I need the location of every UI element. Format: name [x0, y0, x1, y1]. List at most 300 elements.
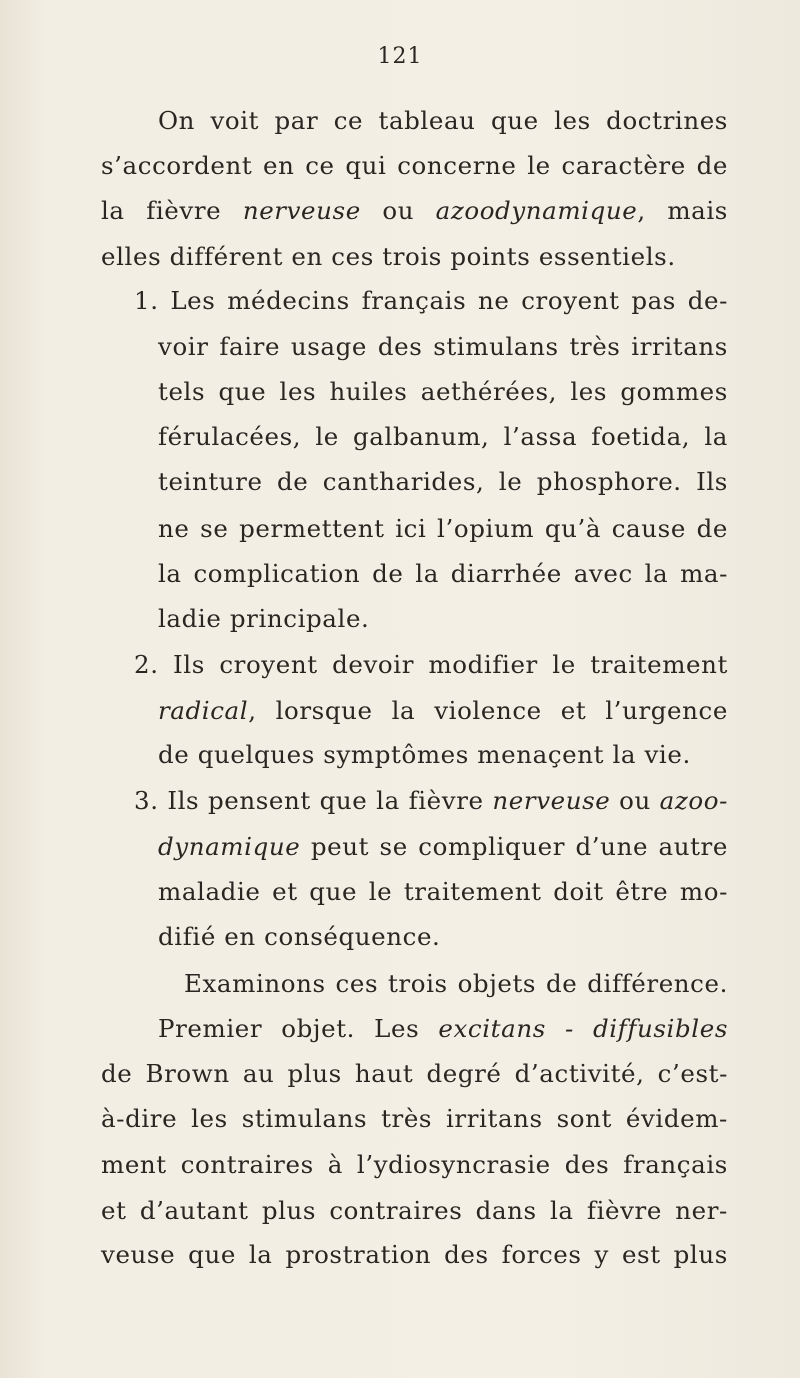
- word: [499, 467, 523, 496]
- text-segment: 2.: [134, 650, 159, 679]
- word: [134, 786, 159, 815]
- word: [242, 1104, 367, 1133]
- word: [697, 514, 728, 543]
- text-segment: Les: [374, 1014, 420, 1043]
- word: [101, 1240, 175, 1269]
- text-segment: y: [594, 1240, 609, 1269]
- word: [376, 786, 400, 815]
- word: [615, 877, 668, 906]
- text-segment: en: [263, 151, 295, 180]
- word: [553, 877, 604, 906]
- text-line: [101, 242, 676, 271]
- text-segment: de: [696, 514, 728, 543]
- word: [275, 106, 319, 135]
- text-segment: que: [218, 377, 267, 406]
- word: [285, 1240, 431, 1269]
- text-segment: le: [527, 151, 551, 180]
- text-segment: peut: [310, 832, 370, 861]
- text-segment: et: [560, 696, 587, 725]
- word: [623, 1150, 728, 1179]
- word: [336, 969, 379, 998]
- text-segment: que: [319, 786, 368, 815]
- word: [458, 969, 537, 998]
- text-segment: Ils: [696, 467, 728, 496]
- word: [140, 1196, 249, 1225]
- word: [550, 1196, 574, 1225]
- text-line: [158, 604, 369, 633]
- italic-segment: azoodynamique: [435, 196, 638, 225]
- text-segment: qu’à: [544, 514, 602, 543]
- text-segment: elles différent en ces trois points essentiels.: [101, 242, 676, 271]
- text-segment: objet.: [281, 1014, 356, 1043]
- text-segment: se: [379, 832, 408, 861]
- text-line: [158, 332, 728, 361]
- word: [219, 650, 317, 679]
- text-segment: contraires: [329, 1196, 463, 1225]
- word: [631, 332, 728, 361]
- text-segment: de: [101, 1059, 133, 1088]
- text-segment: ,: [637, 196, 646, 225]
- text-segment: le: [552, 650, 576, 679]
- text-segment: Ils: [173, 650, 205, 679]
- text-segment: voit: [210, 106, 260, 135]
- word: [334, 106, 363, 135]
- text-segment: ment: [101, 1150, 167, 1179]
- word: [280, 377, 317, 406]
- word: [587, 969, 728, 998]
- text-segment: degré: [426, 1059, 502, 1088]
- word: [565, 1150, 610, 1179]
- text-segment: diarrhée: [450, 559, 562, 588]
- text-segment: fièvre: [408, 786, 484, 815]
- text-segment: d’autant: [139, 1196, 249, 1225]
- text-segment: et: [101, 1196, 127, 1225]
- text-line: [134, 650, 728, 679]
- word: [330, 377, 408, 406]
- text-segment: la: [704, 422, 728, 451]
- text-segment: irritans: [631, 332, 728, 361]
- italic-segment: excitans: [438, 1014, 546, 1043]
- text-segment: ma-: [680, 559, 728, 588]
- word: [392, 696, 416, 725]
- text-line: [101, 1104, 728, 1133]
- text-segment: Premier: [158, 1014, 263, 1043]
- text-segment: français: [623, 1150, 728, 1179]
- word: [595, 1240, 609, 1269]
- text-segment: et: [272, 877, 298, 906]
- text-segment: sont: [556, 1104, 612, 1133]
- text-segment: complication: [193, 559, 361, 588]
- italic-segment: -: [564, 1014, 574, 1043]
- word: [415, 559, 439, 588]
- word: [184, 969, 326, 998]
- word: [446, 1104, 543, 1133]
- word: [557, 1104, 612, 1133]
- text-line: [101, 151, 728, 180]
- word: [546, 969, 577, 998]
- word: [521, 286, 619, 315]
- word: [158, 377, 205, 406]
- text-segment: c’est-: [657, 1059, 728, 1088]
- word: [587, 1196, 662, 1225]
- word: [554, 106, 591, 135]
- word: [369, 877, 393, 906]
- text-segment: mais: [667, 196, 728, 225]
- text-segment: teinture: [158, 467, 263, 496]
- text-line: [158, 740, 691, 769]
- text-segment: phosphore.: [536, 467, 682, 496]
- word: [353, 422, 489, 451]
- word: [476, 1196, 537, 1225]
- text-segment: usage: [290, 332, 368, 361]
- text-line: [158, 877, 728, 906]
- text-segment: compliquer: [418, 832, 566, 861]
- text-segment: gommes: [620, 377, 728, 406]
- text-segment: doctrines: [606, 106, 728, 135]
- text-segment: concerne: [397, 151, 517, 180]
- text-segment: foetida,: [591, 422, 691, 451]
- word: [569, 332, 620, 361]
- text-segment: évidem-: [625, 1104, 728, 1133]
- text-segment: que: [490, 106, 539, 135]
- text-line: [158, 422, 728, 451]
- text-segment: de: [276, 467, 309, 496]
- text-segment: le: [315, 422, 339, 451]
- text-line: [134, 286, 728, 315]
- word: [281, 1014, 355, 1043]
- word: [697, 151, 728, 180]
- word: [570, 377, 607, 406]
- text-segment: huiles: [329, 377, 408, 406]
- word: [660, 786, 728, 815]
- text-segment: très: [381, 1104, 433, 1133]
- word: [433, 332, 558, 361]
- word: [626, 1104, 728, 1133]
- word: [612, 514, 686, 543]
- word: [675, 1196, 728, 1225]
- italic-segment: dynamique: [158, 832, 301, 861]
- word: [606, 106, 728, 135]
- text-segment: ces: [335, 969, 379, 998]
- word: [243, 1059, 275, 1088]
- word: [379, 106, 476, 135]
- text-line: [158, 106, 728, 135]
- word: [436, 196, 646, 225]
- word: [272, 877, 298, 906]
- word: [502, 1240, 582, 1269]
- italic-segment: nerveuse: [492, 786, 611, 815]
- text-segment: les: [554, 106, 591, 135]
- text-segment: la: [415, 559, 439, 588]
- text-segment: Brown: [145, 1059, 230, 1088]
- text-line: [101, 1150, 728, 1179]
- word: [173, 650, 205, 679]
- text-segment: prostration: [285, 1240, 432, 1269]
- word: [193, 559, 360, 588]
- text-segment: dans: [475, 1196, 537, 1225]
- text-segment: tableau: [378, 106, 476, 135]
- text-segment: caractère: [561, 151, 686, 180]
- text-segment: des: [377, 332, 423, 361]
- word: [288, 1059, 342, 1088]
- text-segment: qui: [345, 151, 387, 180]
- word: [320, 786, 368, 815]
- word: [101, 1150, 167, 1179]
- text-segment: de: [545, 969, 578, 998]
- word: [345, 151, 386, 180]
- word: [311, 832, 369, 861]
- text-segment: que: [309, 877, 358, 906]
- word: [395, 514, 426, 543]
- text-segment: plus: [261, 1196, 317, 1225]
- word: [565, 1014, 574, 1043]
- text-segment: Les: [170, 286, 216, 315]
- text-segment: violence: [434, 696, 542, 725]
- word: [134, 650, 159, 679]
- word: [277, 467, 308, 496]
- word: [191, 1104, 228, 1133]
- italic-segment: radical: [158, 696, 249, 725]
- word: [305, 151, 334, 180]
- text-line: [158, 467, 728, 496]
- text-segment: ner-: [675, 1196, 728, 1225]
- word: [146, 1059, 230, 1088]
- word: [478, 286, 509, 315]
- text-segment: les: [191, 1104, 228, 1133]
- text-line: [158, 1014, 728, 1043]
- word: [357, 1150, 551, 1179]
- text-segment: à-dire: [101, 1104, 178, 1133]
- word: [444, 1240, 489, 1269]
- word: [158, 332, 209, 361]
- text-segment: de: [372, 559, 404, 588]
- text-segment: s’accordent: [101, 151, 253, 180]
- word: [239, 514, 384, 543]
- text-line: [158, 832, 728, 861]
- text-segment: ne: [158, 514, 190, 543]
- text-segment: pas: [631, 286, 676, 315]
- text-line: [101, 1059, 728, 1088]
- text-segment: l’urgence: [605, 696, 728, 725]
- text-segment: mo-: [679, 877, 728, 906]
- word: [381, 1104, 432, 1133]
- word: [181, 1150, 314, 1179]
- text-segment: des: [564, 1150, 610, 1179]
- text-segment: Ils: [167, 786, 200, 815]
- text-segment: haut: [354, 1059, 414, 1088]
- word: [576, 832, 649, 861]
- word: [291, 332, 367, 361]
- word: [355, 1059, 413, 1088]
- text-segment: d’une: [575, 832, 649, 861]
- word: [372, 559, 403, 588]
- word: [688, 286, 728, 315]
- text-segment: être: [615, 877, 669, 906]
- text-segment: croyent: [219, 650, 318, 679]
- text-segment: faire: [219, 332, 281, 361]
- text-segment: objets: [457, 969, 537, 998]
- text-segment: ce: [333, 106, 364, 135]
- word: [158, 1014, 262, 1043]
- word: [451, 559, 562, 588]
- word: [262, 1196, 316, 1225]
- text-segment: devoir: [332, 650, 415, 679]
- text-segment: permettent: [239, 514, 385, 543]
- text-line: [158, 377, 728, 406]
- word: [208, 786, 311, 815]
- text-segment: l’ydiosyncrasie: [356, 1150, 551, 1179]
- text-segment: difié en conséquence.: [158, 922, 441, 951]
- text-segment: férulacées,: [158, 422, 302, 451]
- word: [438, 1014, 545, 1043]
- word: [101, 196, 125, 225]
- word: [328, 1150, 343, 1179]
- text-segment: plus: [673, 1240, 728, 1269]
- text-line: [134, 786, 728, 815]
- text-segment: se: [200, 514, 229, 543]
- text-segment: au: [242, 1059, 275, 1088]
- text-segment: lorsque: [275, 696, 373, 725]
- word: [158, 832, 300, 861]
- word: [537, 467, 682, 496]
- text-segment: contraires: [180, 1150, 314, 1179]
- word: [421, 377, 557, 406]
- text-segment: la: [549, 1196, 574, 1225]
- text-segment: forces: [501, 1240, 582, 1269]
- word: [492, 786, 610, 815]
- italic-segment: diffusibles: [592, 1014, 728, 1043]
- text-segment: les: [279, 377, 317, 406]
- word: [428, 650, 537, 679]
- text-segment: ,: [248, 696, 257, 725]
- word: [418, 832, 565, 861]
- text-segment: très: [569, 332, 621, 361]
- word: [574, 559, 633, 588]
- word: [315, 422, 339, 451]
- word: [276, 696, 373, 725]
- italic-segment: nerveuse: [242, 196, 361, 225]
- italic-segment: azoo-: [659, 786, 728, 815]
- text-segment: la: [391, 696, 416, 725]
- word: [545, 514, 601, 543]
- text-segment: l’assa: [503, 422, 578, 451]
- text-line: [158, 514, 728, 543]
- text-segment: ici: [395, 514, 427, 543]
- word: [680, 559, 728, 588]
- text-segment: ce: [305, 151, 335, 180]
- word: [329, 1196, 462, 1225]
- word: [605, 696, 728, 725]
- word: [101, 151, 252, 180]
- word: [309, 877, 357, 906]
- word: [404, 877, 542, 906]
- text-segment: le: [368, 877, 393, 906]
- text-segment: différence.: [587, 969, 728, 998]
- word: [434, 696, 542, 725]
- word: [243, 196, 361, 225]
- text-segment: à: [327, 1150, 343, 1179]
- text-segment: traitement: [590, 650, 728, 679]
- word: [704, 422, 728, 451]
- word: [437, 514, 534, 543]
- word: [158, 467, 263, 496]
- word: [101, 1196, 127, 1225]
- text-segment: la: [248, 1240, 273, 1269]
- word: [659, 832, 728, 861]
- text-line: [101, 1240, 728, 1269]
- word: [188, 1240, 236, 1269]
- word: [622, 1240, 661, 1269]
- text-segment: trois: [387, 969, 448, 998]
- text-segment: tels: [158, 377, 206, 406]
- text-segment: par: [274, 106, 319, 135]
- text-line: [158, 559, 728, 588]
- word: [382, 196, 414, 225]
- word: [249, 1240, 273, 1269]
- text-segment: français: [361, 286, 467, 315]
- text-segment: fièvre: [146, 196, 222, 225]
- text-segment: est: [621, 1240, 661, 1269]
- text-segment: 3.: [134, 786, 159, 815]
- word: [426, 1059, 501, 1088]
- text-segment: 1.: [134, 286, 159, 315]
- word: [504, 422, 578, 451]
- text-segment: des: [444, 1240, 489, 1269]
- text-line: [101, 1196, 728, 1225]
- text-segment: ne: [478, 286, 510, 315]
- word: [146, 196, 221, 225]
- text-segment: plus: [287, 1059, 342, 1088]
- word: [619, 786, 651, 815]
- word: [219, 332, 280, 361]
- text-segment: traitement: [403, 877, 542, 906]
- word: [158, 514, 189, 543]
- text-segment: pensent: [208, 786, 311, 815]
- text-line: [184, 969, 728, 998]
- text-segment: modifier: [428, 650, 538, 679]
- word: [562, 151, 686, 180]
- text-segment: de: [696, 151, 728, 180]
- text-segment: la: [376, 786, 400, 815]
- word: [667, 196, 728, 225]
- word: [158, 877, 261, 906]
- word: [378, 332, 423, 361]
- text-segment: ou: [382, 196, 415, 225]
- word: [170, 286, 215, 315]
- text-segment: fièvre: [586, 1196, 662, 1225]
- word: [101, 1104, 177, 1133]
- text-segment: aethérées,: [420, 377, 558, 406]
- word: [409, 786, 484, 815]
- text-segment: autre: [658, 832, 728, 861]
- text-segment: doit: [553, 877, 604, 906]
- text-segment: Examinons: [184, 969, 326, 998]
- word: [101, 1059, 132, 1088]
- text-segment: la: [158, 559, 182, 588]
- word: [332, 650, 414, 679]
- word: [388, 969, 448, 998]
- word: [591, 422, 690, 451]
- text-segment: croyent: [521, 286, 620, 315]
- text-segment: veuse: [101, 1240, 176, 1269]
- text-segment: d’activité,: [514, 1059, 645, 1088]
- text-segment: galbanum,: [353, 422, 490, 451]
- text-segment: voir: [158, 332, 209, 361]
- word: [515, 1059, 645, 1088]
- word: [491, 106, 539, 135]
- word: [680, 877, 728, 906]
- text-segment: cause: [611, 514, 686, 543]
